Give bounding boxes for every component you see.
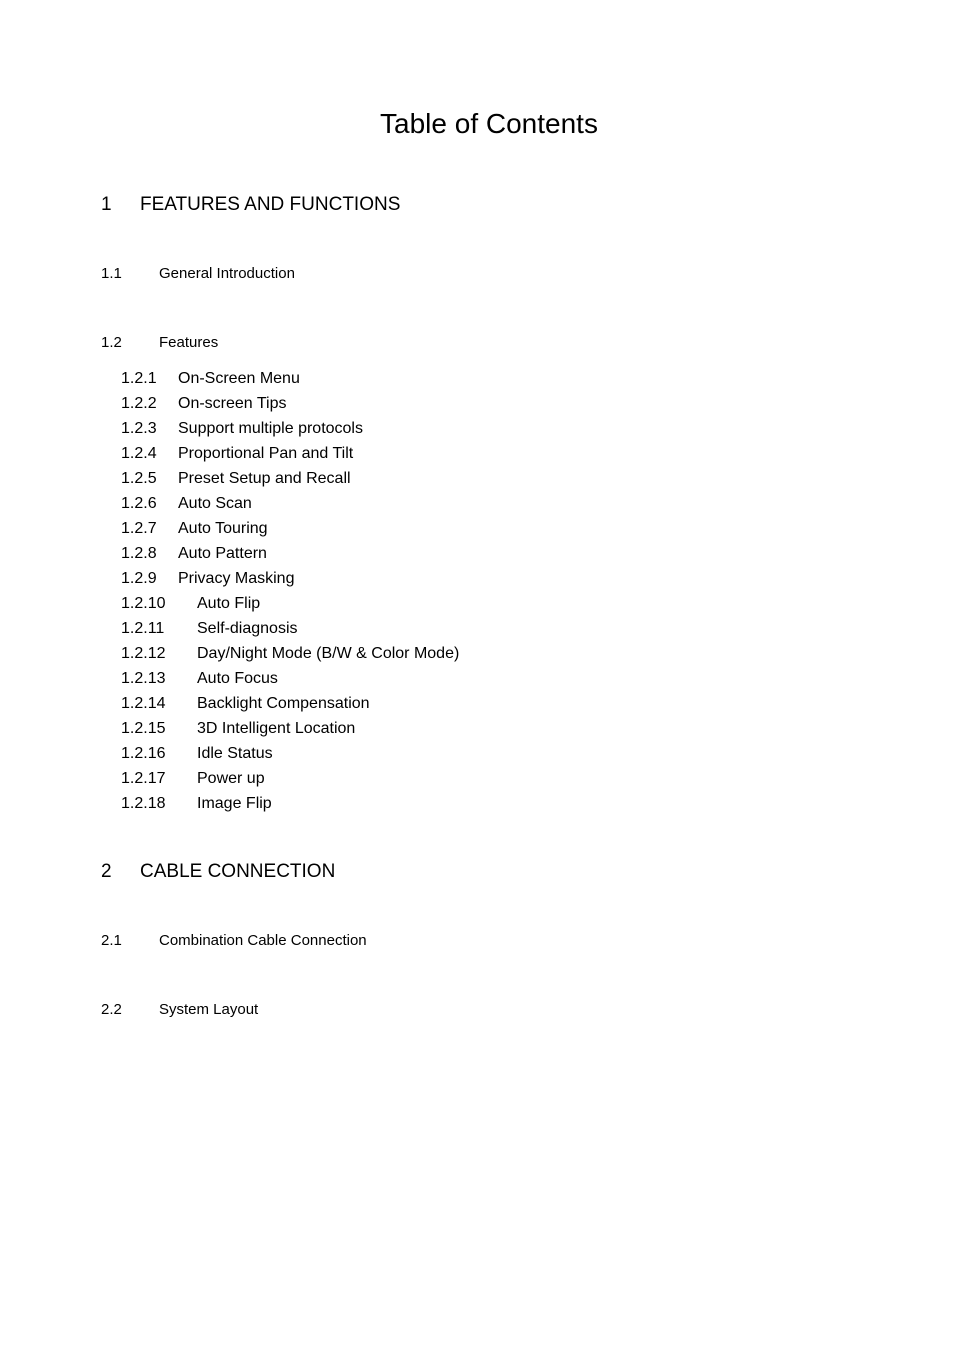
- item-number: 1.2.11: [121, 620, 165, 637]
- item-title: Preset Setup and Recall: [178, 470, 351, 487]
- item-title: Day/Night Mode (B/W & Color Mode): [197, 645, 460, 662]
- subsection-number: 2.1: [101, 932, 122, 949]
- item-title: On-Screen Menu: [178, 370, 300, 387]
- item-number: 1.2.6: [121, 495, 157, 512]
- subsection-title: Features: [159, 334, 219, 351]
- item-number: 1.2.8: [121, 545, 157, 562]
- item-number: 1.2.7: [121, 520, 157, 537]
- item-title: Auto Pattern: [178, 545, 267, 562]
- item-title: Privacy Masking: [178, 570, 295, 587]
- section-title: FEATURES AND FUNCTIONS: [140, 194, 401, 215]
- subsection-title: Combination Cable Connection: [159, 932, 367, 949]
- item-number: 1.2.13: [121, 670, 166, 687]
- item-number: 1.2.17: [121, 770, 166, 787]
- subsection-title: System Layout: [159, 1001, 259, 1018]
- subsection-number: 2.2: [101, 1001, 122, 1018]
- item-title: Power up: [197, 770, 265, 787]
- item-number: 1.2.2: [121, 395, 157, 412]
- item-number: 1.2.15: [121, 720, 166, 737]
- section-number: 1: [101, 194, 112, 215]
- item-number: 1.2.9: [121, 570, 157, 587]
- subsection-number: 1.1: [101, 265, 122, 282]
- subsection-title: General Introduction: [159, 265, 295, 282]
- item-title: Image Flip: [197, 795, 272, 812]
- section-title: CABLE CONNECTION: [140, 861, 336, 882]
- item-title: Auto Focus: [197, 670, 278, 687]
- item-number: 1.2.3: [121, 420, 157, 437]
- item-number: 1.2.18: [121, 795, 166, 812]
- item-number: 1.2.16: [121, 745, 166, 762]
- item-number: 1.2.1: [121, 370, 157, 387]
- item-title: Auto Scan: [178, 495, 252, 512]
- item-title: Self-diagnosis: [197, 620, 298, 637]
- item-title: Auto Touring: [178, 520, 268, 537]
- item-number: 1.2.12: [121, 645, 166, 662]
- subsection-number: 1.2: [101, 334, 122, 351]
- item-number: 1.2.10: [121, 595, 166, 612]
- item-number: 1.2.5: [121, 470, 157, 487]
- page-title: Table of Contents: [380, 108, 598, 139]
- item-title: On-screen Tips: [178, 395, 287, 412]
- item-number: 1.2.4: [121, 445, 157, 462]
- item-title: Idle Status: [197, 745, 273, 762]
- item-title: Proportional Pan and Tilt: [178, 445, 354, 462]
- item-title: Backlight Compensation: [197, 695, 370, 712]
- item-title: Auto Flip: [197, 595, 261, 612]
- item-title: Support multiple protocols: [178, 420, 363, 437]
- item-title: 3D Intelligent Location: [197, 720, 356, 737]
- item-number: 1.2.14: [121, 695, 166, 712]
- section-number: 2: [101, 861, 112, 882]
